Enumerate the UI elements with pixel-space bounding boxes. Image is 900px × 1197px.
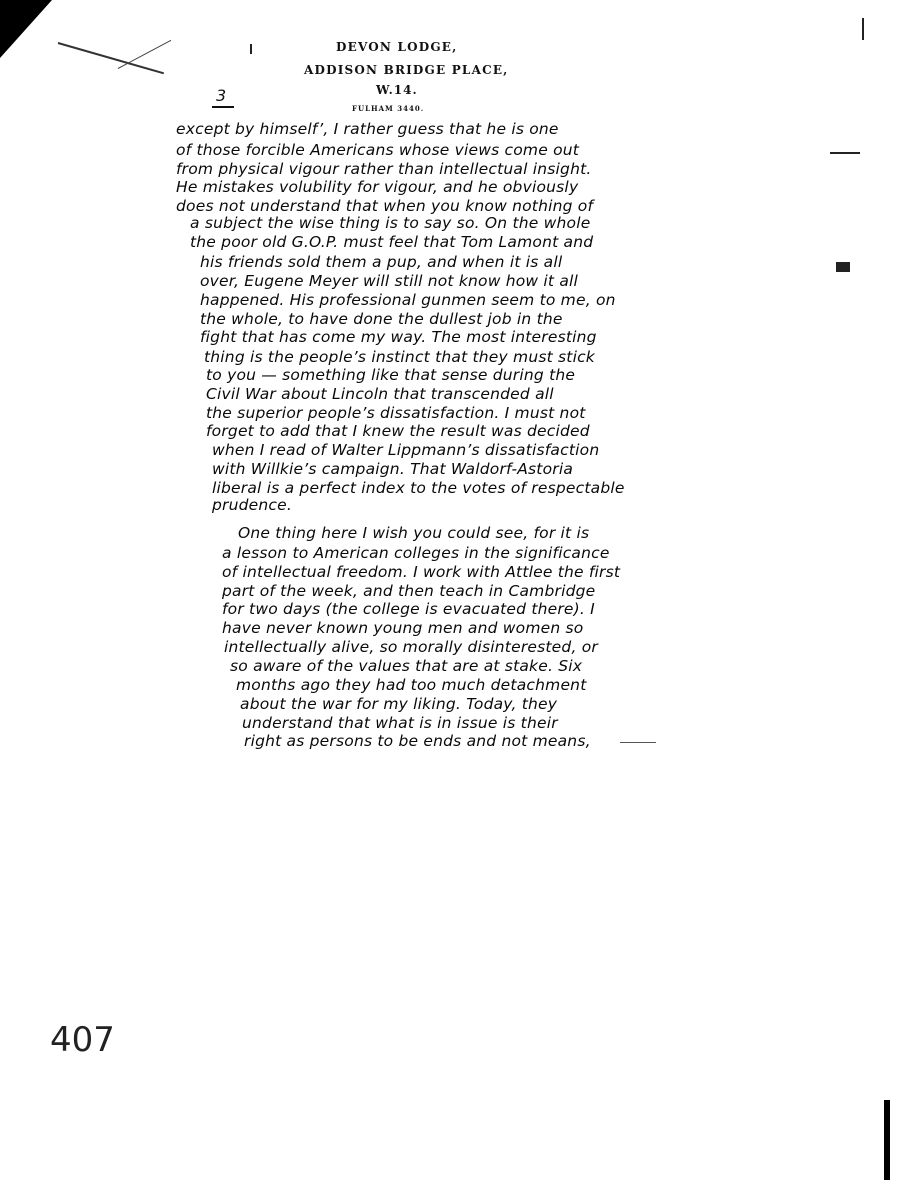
body-line: right as persons to be ends and not means, bbox=[244, 732, 591, 750]
body-line: of those forcible Americans whose views come out bbox=[176, 141, 580, 159]
body-line: prudence. bbox=[212, 496, 293, 514]
body-line: about the war for my liking. Today, they bbox=[240, 695, 558, 713]
letterhead-telephone: FULHAM 3440. bbox=[352, 104, 425, 113]
body-line: from physical vigour rather than intellectual insight. bbox=[176, 160, 592, 178]
body-line: when I read of Walter Lippmann’s dissatisfaction bbox=[212, 441, 600, 459]
body-line: the superior people’s dissatisfaction. I must not bbox=[206, 404, 586, 422]
page-number: 3 bbox=[216, 86, 227, 105]
scan-edge-bar bbox=[884, 1100, 890, 1180]
body-line: except by himself’, I rather guess that he is one bbox=[176, 120, 559, 138]
letterhead-house: DEVON LODGE, bbox=[336, 40, 458, 54]
body-line: thing is the people’s instinct that they must stick bbox=[204, 348, 595, 366]
body-line: months ago they had too much detachment bbox=[236, 676, 587, 694]
body-line: a lesson to American colleges in the significance bbox=[222, 544, 610, 562]
body-line: of intellectual freedom. I work with Attlee the first bbox=[222, 563, 621, 581]
body-line: liberal is a perfect index to the votes of respectable bbox=[212, 479, 625, 497]
margin-scan-mark bbox=[250, 44, 252, 54]
body-line: One thing here I wish you could see, for it is bbox=[238, 524, 590, 542]
scan-fold-line bbox=[58, 42, 164, 74]
body-line: intellectually alive, so morally disinterested, or bbox=[224, 638, 598, 656]
letterhead-postcode: W.14. bbox=[376, 83, 418, 97]
body-line: happened. His professional gunmen seem to me, on bbox=[200, 291, 616, 309]
body-line: forget to add that I knew the result was decided bbox=[206, 422, 590, 440]
body-line: a subject the wise thing is to say so. On the whole bbox=[190, 214, 591, 232]
body-line: understand that what is in issue is their bbox=[242, 714, 558, 732]
body-line: the whole, to have done the dullest job in the bbox=[200, 310, 563, 328]
scan-fold-line bbox=[118, 40, 171, 69]
margin-scan-mark bbox=[862, 18, 864, 40]
letterhead-street: ADDISON BRIDGE PLACE, bbox=[304, 63, 509, 77]
scan-corner-mark bbox=[0, 0, 52, 58]
body-line: to you — something like that sense during the bbox=[206, 366, 576, 384]
body-line: for two days (the college is evacuated there). I bbox=[222, 600, 595, 618]
body-line: He mistakes volubility for vigour, and he obviously bbox=[176, 178, 579, 196]
margin-scan-mark bbox=[830, 152, 860, 154]
body-line: his friends sold them a pup, and when it is all bbox=[200, 253, 563, 271]
margin-scan-mark bbox=[836, 262, 850, 272]
archive-page-number: 407 bbox=[50, 1020, 115, 1060]
stray-pen-mark bbox=[620, 742, 656, 743]
body-line: does not understand that when you know nothing of bbox=[176, 197, 594, 215]
body-line: part of the week, and then teach in Cambridge bbox=[222, 582, 596, 600]
body-line: fight that has come my way. The most interesting bbox=[200, 328, 597, 346]
body-line: have never known young men and women so bbox=[222, 619, 584, 637]
body-line: so aware of the values that are at stake. Six bbox=[230, 657, 583, 675]
body-line: the poor old G.O.P. must feel that Tom Lamont and bbox=[190, 233, 594, 251]
body-line: with Willkie’s campaign. That Waldorf-Astoria bbox=[212, 460, 574, 478]
body-line: over, Eugene Meyer will still not know how it all bbox=[200, 272, 579, 290]
body-line: Civil War about Lincoln that transcended all bbox=[206, 385, 554, 403]
